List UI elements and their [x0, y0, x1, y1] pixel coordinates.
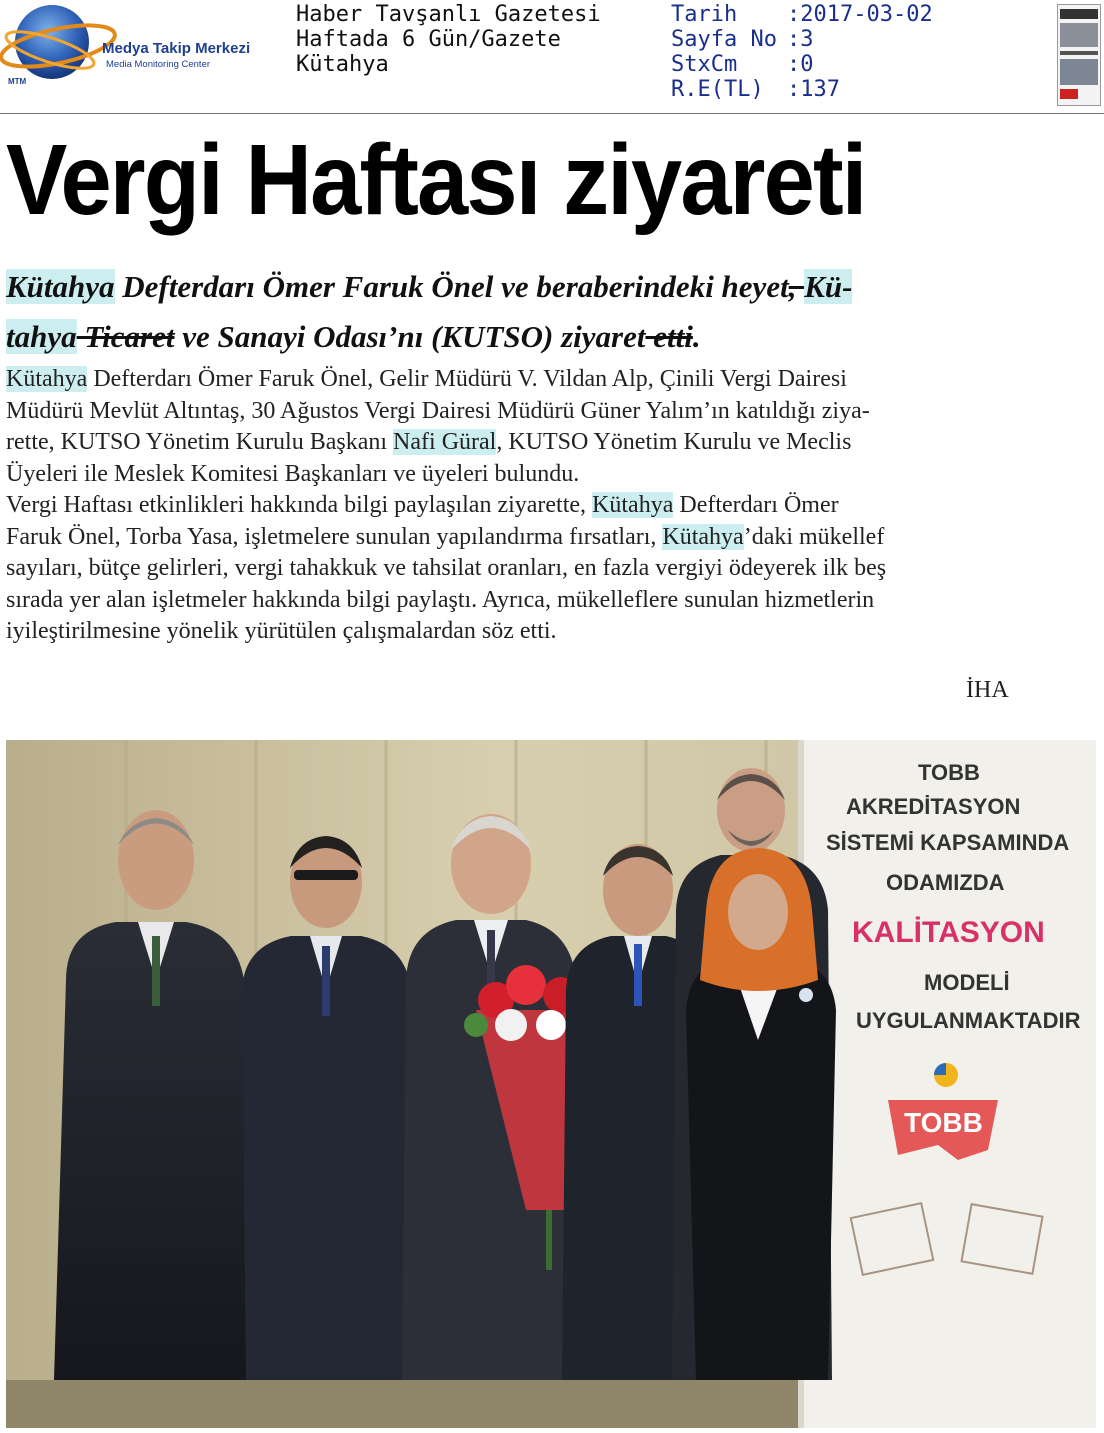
spot-text: Ticaret: [76, 319, 175, 354]
logo-short: MTM: [8, 77, 27, 86]
keyword-highlight: tahya: [6, 319, 77, 354]
body-text: Vergi Haftası etkinlikleri hakkında bilgi paylaşılan ziyarette,: [6, 492, 593, 518]
body-text: Faruk Önel, Torba Yasa, işletmelere sunulan yapılandırma fırsatları,: [6, 523, 663, 550]
body-line: sırada yer alan işletmeler hakkında bilgi paylaştı. Ayrıca, mükelleflere sunulan hizmetlerin: [6, 586, 875, 613]
page-thumbnail: [1057, 4, 1101, 106]
spot-text: .: [692, 319, 701, 354]
mtm-logo: [0, 0, 295, 100]
article-photo: [6, 740, 1096, 1428]
spot-text: etti: [645, 319, 693, 354]
body-line: [6, 522, 1100, 554]
publication-name: Haber Tavşanlı Gazetesi: [296, 2, 601, 27]
body-text: Defterdarı Ömer: [673, 492, 839, 518]
body-line: [6, 427, 1100, 459]
clipping-meta: [671, 2, 933, 102]
body-text: , KUTSO Yönetim Kurulu ve Meclis: [496, 429, 852, 455]
body-line: sayıları, bütçe gelirleri, vergi tahakkuk ve tahsilat oranları, en fazla vergiyi ödeyerek ilk beş: [6, 555, 887, 581]
meta-stxcm: [671, 52, 933, 77]
logo-subtitle: Media Monitoring Center: [106, 59, 211, 70]
banner-line: KALİTASYON: [852, 916, 1045, 949]
clipping-header: [0, 0, 1104, 112]
spot-line: [6, 312, 1100, 362]
body-line: Üyeleri ile Meslek Komitesi Başkanları ve üyeleri bulundu.: [6, 460, 580, 487]
keyword-highlight: Kütahya: [662, 523, 744, 550]
body-text: ’daki mükellef: [743, 523, 885, 550]
body-text: Defterdarı Ömer Faruk Önel, Gelir Müdürü V. Vildan Alp, Çinili Vergi Dairesi: [87, 366, 847, 392]
keyword-highlight: Nafi Güral: [393, 429, 497, 455]
meta-re-value: :137: [787, 77, 840, 102]
publication-city: Kütahya: [296, 52, 389, 77]
spot-text: Defterdarı Ömer Faruk Önel ve beraberindeki heyet: [114, 269, 789, 304]
person-6: [686, 848, 836, 1380]
spot-text: ,: [788, 269, 805, 304]
keyword-highlight: Kütahya: [6, 269, 115, 304]
body-text: rette, KUTSO Yönetim Kurulu Başkanı: [6, 429, 394, 455]
article-body: [6, 364, 1100, 648]
banner-line: TOBB: [918, 760, 980, 785]
keyword-highlight: Kü-: [804, 269, 853, 304]
banner-line: UYGULANMAKTADIR: [856, 1008, 1081, 1033]
meta-page: [671, 27, 933, 52]
meta-re: [671, 77, 933, 102]
spot-line: [6, 262, 1100, 312]
meta-date-value: :2017-03-02: [787, 2, 933, 27]
meta-date-label: Tarih: [671, 2, 738, 27]
banner-line: AKREDİTASYON: [846, 794, 1021, 819]
meta-page-value: :3: [787, 27, 814, 52]
publication-frequency: Haftada 6 Gün/Gazete: [296, 27, 561, 52]
meta-re-label: R.E(TL): [671, 77, 764, 102]
logo-title: Medya Takip Merkezi: [102, 40, 251, 57]
keyword-highlight: Kütahya: [6, 366, 88, 392]
group-photo-illustration: [6, 740, 1096, 1428]
meta-stxcm-value: :0: [787, 52, 814, 77]
publication-info: [296, 2, 601, 77]
banner-line: ODAMIZDA: [886, 870, 1005, 895]
meta-date: [671, 2, 933, 27]
body-line: iyileştirilmesine yönelik yürütülen çalışmalardan söz etti.: [6, 618, 557, 644]
spot-text: ve Sanayi Odası’nı (KUTSO) ziyaret: [174, 319, 646, 354]
keyword-highlight: Kütahya: [592, 492, 674, 518]
banner-line: SİSTEMİ KAPSAMINDA: [826, 830, 1070, 855]
meta-stxcm-label: StxCm: [671, 52, 738, 77]
banner-line: MODELİ: [924, 970, 1010, 995]
meta-page-label: Sayfa No: [671, 27, 777, 52]
headline-text: Vergi Haftası ziyareti: [6, 124, 866, 236]
body-line: [6, 364, 1100, 396]
body-line: Müdürü Mevlüt Altıntaş, 30 Ağustos Vergi Dairesi Müdürü Güner Yalım’ın katıldığı ziya-: [6, 397, 870, 424]
tobb-logo-text: TOBB: [904, 1107, 983, 1138]
body-line: [6, 490, 1100, 522]
article-signature: İHA: [966, 677, 1009, 703]
article-headline: [6, 114, 1098, 246]
article-spot: [6, 262, 1100, 362]
